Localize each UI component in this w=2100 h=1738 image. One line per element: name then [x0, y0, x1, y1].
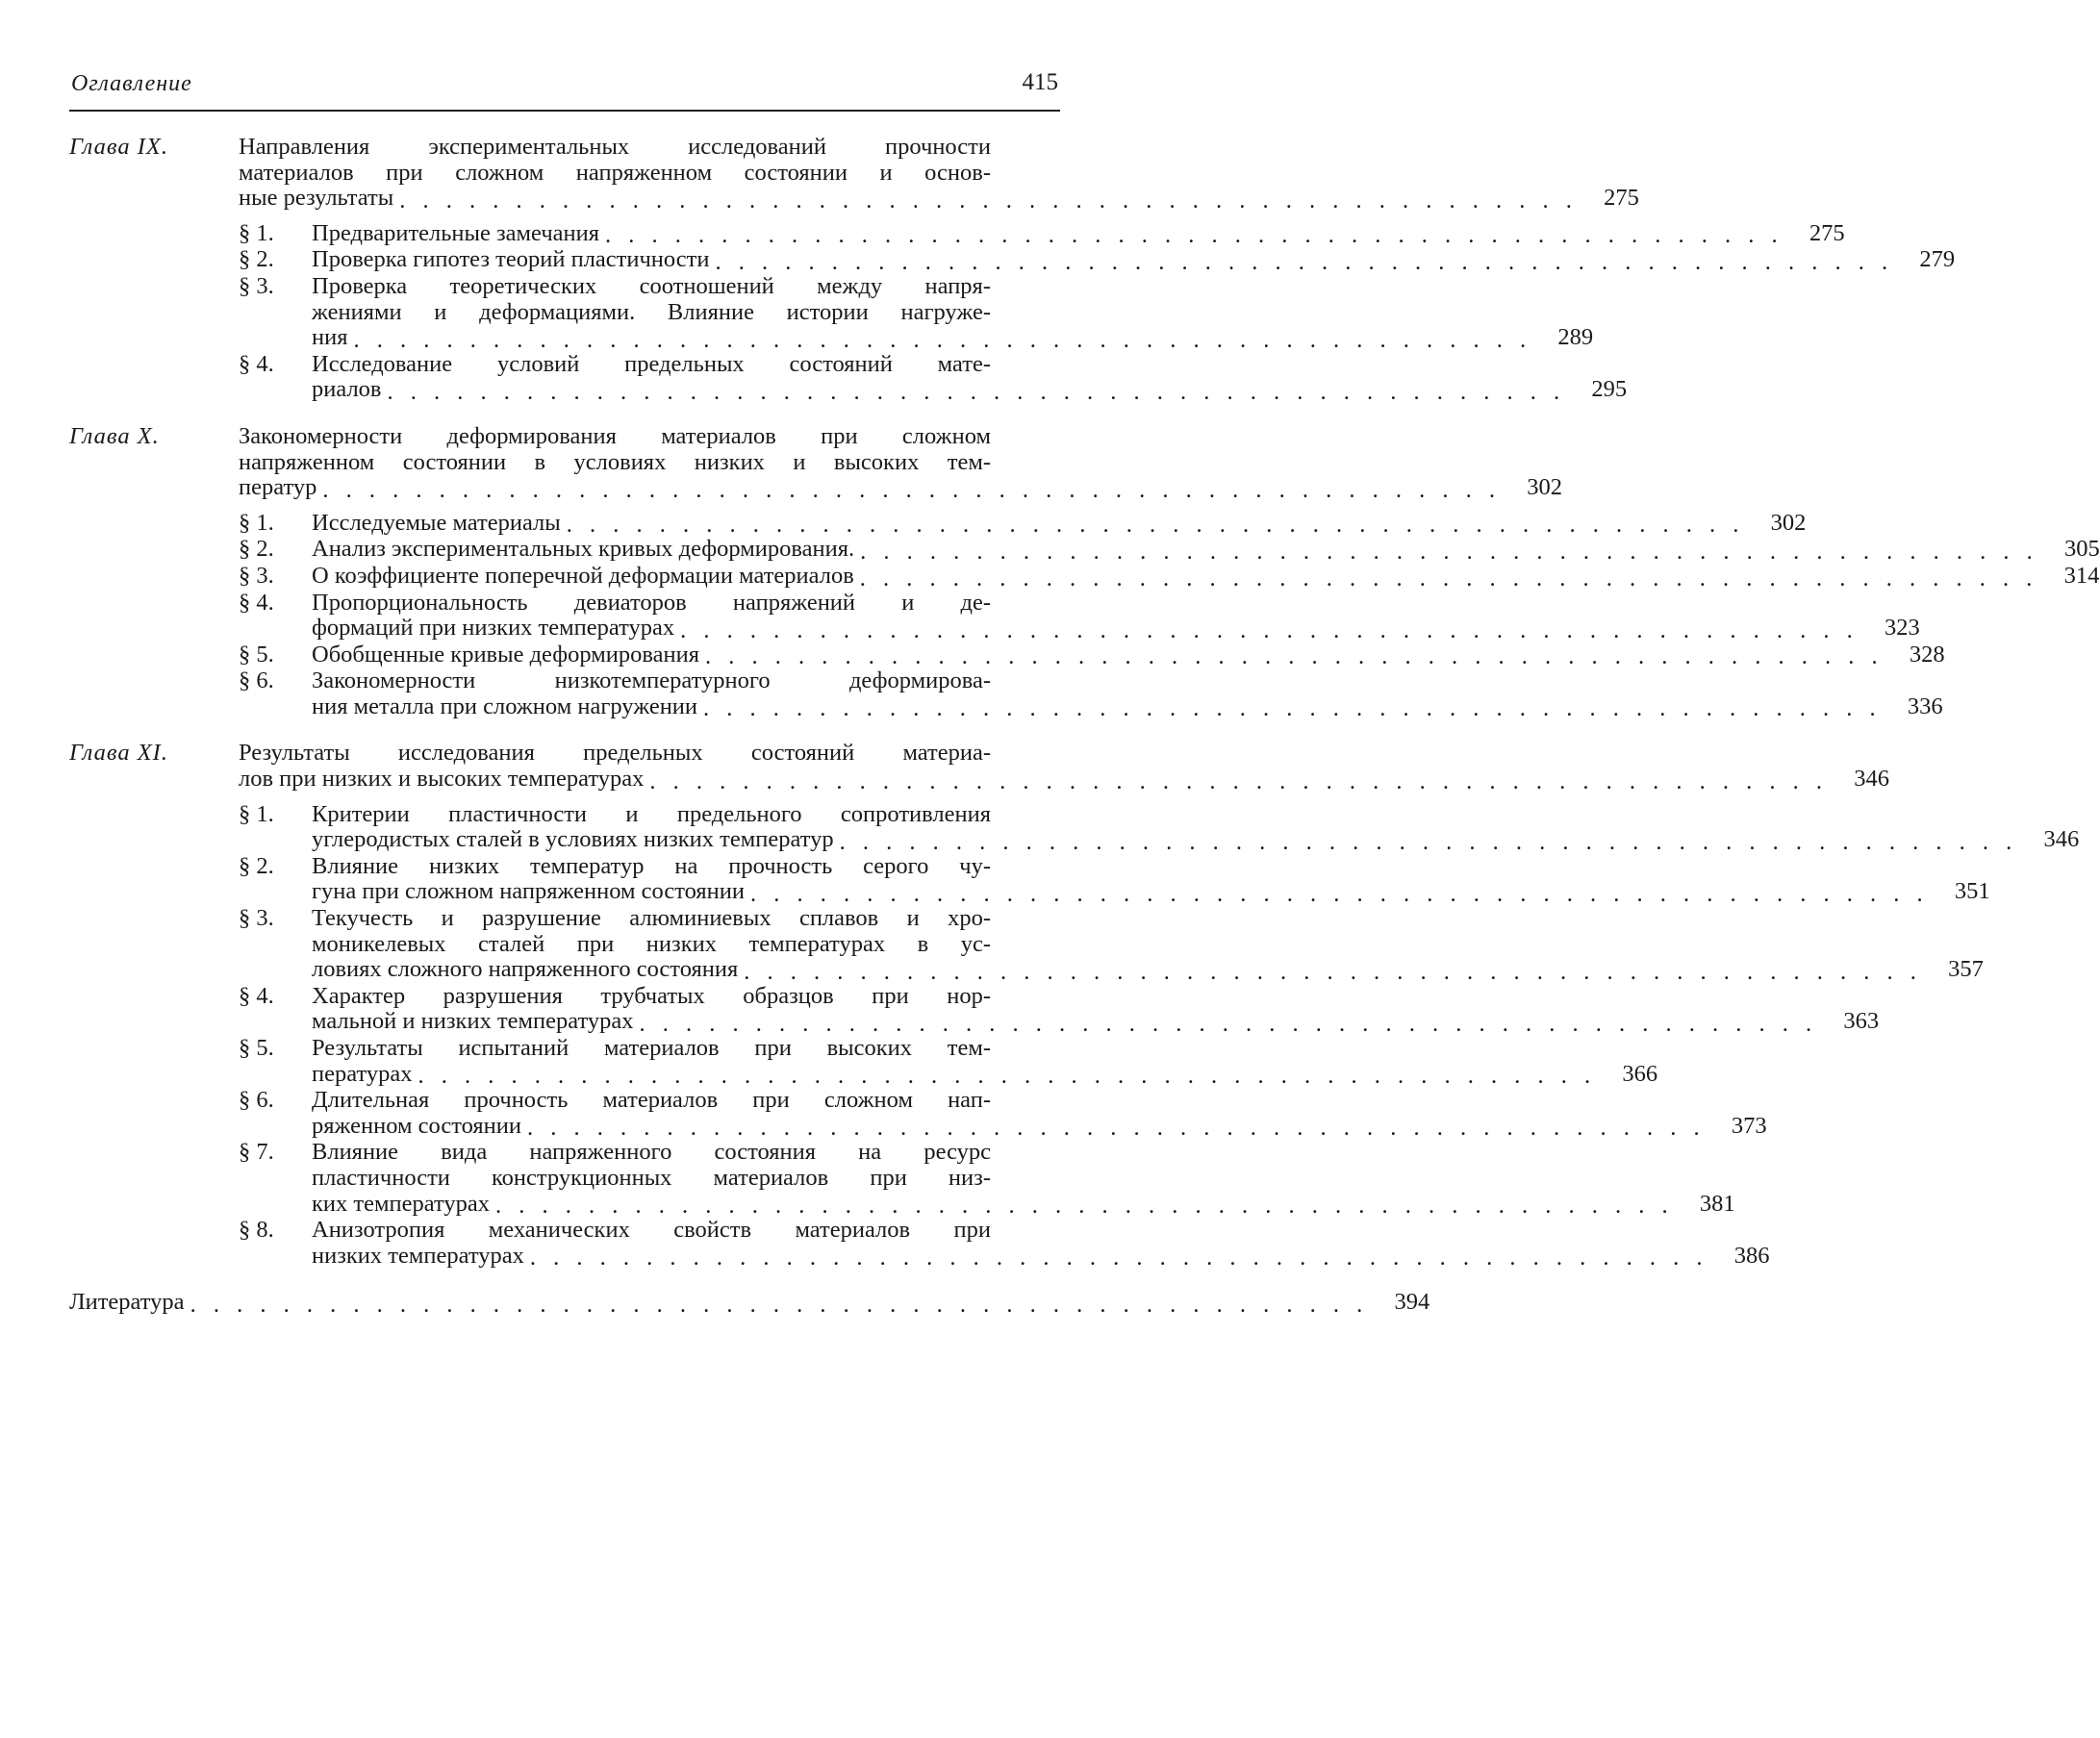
section-last-line [312, 641, 1945, 670]
section-page: 275 [1809, 219, 1845, 246]
section-entry [239, 905, 1984, 985]
section-title-line: Закономерности низкотемпературного деформирова- [312, 667, 991, 694]
page-header [69, 65, 1060, 112]
chapter-body [239, 422, 2100, 722]
section-title-line: Пропорциональность девиаторов напряжений и де- [312, 589, 991, 616]
chapter-title-last-line [239, 766, 1890, 794]
section-number: § 6. [239, 1087, 274, 1114]
section-last-line [312, 246, 1956, 275]
section-entry [239, 350, 1628, 405]
section-leader-dots: . . . . . . . . . . . . . . . . . . . . . . . . . . . . . . . . . . . . . . . . . . . . . . . . . . . [680, 617, 1859, 643]
section-entry [239, 641, 1945, 670]
section-title-line: Анизотропия механических свойств материалов при [312, 1217, 991, 1244]
chapter-title-leader-dots: . . . . . . . . . . . . . . . . . . . . . . . . . . . . . . . . . . . . . . . . . . . . . . . . . . . [399, 187, 1578, 214]
section-title-line: моникелевых сталей при низких температурах в ус- [312, 930, 991, 957]
section-title-line: Исследование условий предельных состояний мате- [312, 350, 991, 377]
chapter-title-line: материалов при сложном напряженном состоянии и основ- [239, 159, 991, 186]
section-text: ния металла при сложном нагружении [312, 693, 698, 719]
literature-leader-dots: . . . . . . . . . . . . . . . . . . . . . . . . . . . . . . . . . . . . . . . . . . . . . . . . . . . [190, 1291, 1369, 1318]
chapter-entry [69, 740, 2080, 1272]
section-leader-dots: . . . . . . . . . . . . . . . . . . . . . . . . . . . . . . . . . . . . . . . . . . . . . . . . . . . [860, 538, 2038, 565]
section-page: 314 [2063, 562, 2100, 589]
section-leader-dots: . . . . . . . . . . . . . . . . . . . . . . . . . . . . . . . . . . . . . . . . . . . . . . . . . . . [566, 512, 1745, 539]
chapter-title [239, 740, 1890, 794]
section-page: 336 [1907, 693, 1943, 719]
section-page: 351 [1954, 878, 1990, 905]
section-last-line [312, 509, 1807, 539]
section-last-line [312, 536, 2100, 565]
section-number: § 6. [239, 667, 274, 694]
section-last-line [312, 1190, 1735, 1220]
section-leader-dots: . . . . . . . . . . . . . . . . . . . . . . . . . . . . . . . . . . . . . . . . . . . . . . . . . . . [715, 248, 1894, 275]
section-text: углеродистых сталей в условиях низких температур [312, 826, 834, 853]
section-number: § 1. [239, 219, 274, 246]
section-last-line [312, 562, 2100, 592]
section-last-line [312, 1060, 1658, 1090]
section-number: § 5. [239, 641, 274, 667]
chapter-title-last-line [239, 185, 1639, 214]
section-entry [239, 509, 1807, 539]
chapter-title-last-line [239, 474, 1562, 503]
section-number: § 3. [239, 272, 274, 299]
section-last-line [312, 693, 1943, 722]
section-last-line [312, 1242, 1770, 1272]
section-leader-dots: . . . . . . . . . . . . . . . . . . . . . . . . . . . . . . . . . . . . . . . . . . . . . . . . . . . [417, 1063, 1597, 1090]
section-number: § 8. [239, 1217, 274, 1244]
section-title-line: Характер разрушения трубчатых образцов при нор- [312, 982, 991, 1009]
chapter-title [239, 422, 1562, 503]
section-title-line: Результаты испытаний материалов при высоких тем- [312, 1035, 991, 1061]
section-last-line [312, 1008, 1880, 1037]
chapter-entry [69, 134, 1956, 405]
chapter-label: Глава IX. [69, 134, 168, 160]
section-page: 381 [1699, 1190, 1735, 1217]
chapter-title-text: лов при низких и высоких температурах [239, 766, 645, 793]
section-entry [239, 800, 2080, 855]
section-last-line [312, 324, 1594, 353]
section-leader-dots: . . . . . . . . . . . . . . . . . . . . . . . . . . . . . . . . . . . . . . . . . . . . . . . . . . . [703, 695, 1882, 722]
section-number: § 7. [239, 1139, 274, 1166]
section-page: 386 [1733, 1242, 1770, 1269]
section-leader-dots: . . . . . . . . . . . . . . . . . . . . . . . . . . . . . . . . . . . . . . . . . . . . . . . . . . . [529, 1245, 1708, 1272]
section-last-line [312, 615, 1920, 643]
section-text: низких температурах [312, 1242, 524, 1269]
section-number: § 5. [239, 1035, 274, 1061]
section-last-line [312, 1112, 1767, 1142]
section-number: § 2. [239, 246, 274, 273]
section-leader-dots: . . . . . . . . . . . . . . . . . . . . . . . . . . . . . . . . . . . . . . . . . . . . . . . . . . . [494, 1193, 1674, 1220]
section-text: риалов [312, 376, 382, 403]
chapter-title-page: 275 [1604, 185, 1639, 212]
section-number: § 2. [239, 852, 274, 879]
chapter-body [239, 134, 1956, 405]
section-text: Обобщенные кривые деформирования [312, 641, 699, 667]
section-entry [239, 562, 2100, 592]
section-entry [239, 536, 2100, 565]
table-of-contents [69, 134, 2100, 1318]
literature-page: 394 [1394, 1289, 1430, 1316]
chapter-title [239, 134, 1639, 214]
section-number: § 2. [239, 536, 274, 563]
chapter-title-leader-dots: . . . . . . . . . . . . . . . . . . . . . . . . . . . . . . . . . . . . . . . . . . . . . . . . . . . [649, 768, 1829, 794]
section-text: мальной и низких температурах [312, 1008, 634, 1035]
section-entry [239, 246, 1956, 275]
section-title-line: Влияние низких температур на прочность серого чу- [312, 852, 991, 879]
section-number: § 4. [239, 350, 274, 377]
section-text: пературах [312, 1060, 413, 1087]
section-page: 346 [2043, 826, 2080, 853]
literature-entry [69, 1289, 1430, 1318]
section-leader-dots: . . . . . . . . . . . . . . . . . . . . . . . . . . . . . . . . . . . . . . . . . . . . . . . . . . . [749, 881, 1929, 908]
section-leader-dots: . . . . . . . . . . . . . . . . . . . . . . . . . . . . . . . . . . . . . . . . . . . . . . . . . . . [387, 378, 1566, 405]
chapter-title-text: ные результаты [239, 185, 394, 212]
section-title-line: Длительная прочность материалов при сложном нап- [312, 1087, 991, 1114]
running-title: Оглавление [71, 71, 192, 96]
section-text: О коэффициенте поперечной деформации материалов [312, 562, 854, 589]
section-page: 279 [1919, 246, 1956, 273]
section-entry [239, 1087, 1767, 1142]
section-number: § 3. [239, 905, 274, 932]
section-title-line: Влияние вида напряженного состояния на ресурс [312, 1139, 991, 1166]
section-page: 305 [2064, 536, 2100, 563]
section-leader-dots: . . . . . . . . . . . . . . . . . . . . . . . . . . . . . . . . . . . . . . . . . . . . . . . . . . . [639, 1011, 1818, 1037]
literature-label: Литература [69, 1289, 185, 1316]
section-text: формаций при низких температурах [312, 615, 675, 642]
section-title-line: Текучесть и разрушение алюминиевых сплавов и хро- [312, 905, 991, 932]
chapter-label: Глава X. [69, 422, 160, 449]
section-text: Анализ экспериментальных кривых деформирования. [312, 536, 855, 563]
section-page: 363 [1843, 1008, 1880, 1035]
page-number: 415 [1022, 69, 1058, 95]
chapter-title-line: Результаты исследования предельных состояний материа- [239, 740, 991, 767]
section-last-line [312, 878, 1990, 908]
section-entry [239, 982, 1880, 1037]
chapter-body [239, 740, 2080, 1272]
section-text: ния [312, 324, 348, 351]
chapter-title-text: ператур [239, 474, 317, 501]
section-page: 373 [1731, 1112, 1767, 1139]
section-entry [239, 219, 1845, 249]
section-page: 289 [1557, 324, 1594, 351]
section-text: Предварительные замечания [312, 219, 600, 246]
section-entry [239, 272, 1594, 353]
chapter-title-line: Направления экспериментальных исследований прочности [239, 134, 991, 160]
section-page: 302 [1770, 509, 1807, 536]
section-number: § 1. [239, 509, 274, 536]
section-text: Исследуемые материалы [312, 509, 561, 536]
section-text: гуна при сложном напряженном состоянии [312, 878, 745, 905]
section-leader-dots: . . . . . . . . . . . . . . . . . . . . . . . . . . . . . . . . . . . . . . . . . . . . . . . . . . . [704, 643, 1884, 670]
chapter-title-line: напряженном состоянии в условиях низких и высоких тем- [239, 448, 991, 475]
section-entry [239, 852, 1990, 908]
section-title-line: Проверка теоретических соотношений между напря- [312, 272, 991, 299]
section-entry [239, 667, 1943, 722]
section-page: 328 [1909, 641, 1945, 667]
section-last-line [312, 219, 1845, 249]
section-number: § 3. [239, 562, 274, 589]
section-page: 295 [1591, 376, 1628, 403]
section-number: § 4. [239, 589, 274, 616]
section-text: ких температурах [312, 1190, 490, 1217]
section-number: § 1. [239, 800, 274, 827]
section-text: Проверка гипотез теорий пластичности [312, 246, 710, 273]
section-entry [239, 589, 1920, 643]
section-title-line: жениями и деформациями. Влияние истории нагруже- [312, 298, 991, 325]
section-text: ряженном состоянии [312, 1112, 522, 1139]
section-leader-dots: . . . . . . . . . . . . . . . . . . . . . . . . . . . . . . . . . . . . . . . . . . . . . . . . . . . [744, 958, 1922, 985]
section-leader-dots: . . . . . . . . . . . . . . . . . . . . . . . . . . . . . . . . . . . . . . . . . . . . . . . . . . . [839, 828, 2018, 855]
chapter-title-line: Закономерности деформирования материалов при сложном [239, 422, 991, 449]
section-last-line [312, 826, 2080, 855]
chapter-label: Глава XI. [69, 740, 168, 767]
section-text: ловиях сложного напряженного состояния [312, 956, 739, 983]
chapter-entry [69, 422, 2100, 722]
section-leader-dots: . . . . . . . . . . . . . . . . . . . . . . . . . . . . . . . . . . . . . . . . . . . . . . . . . . . [527, 1115, 1706, 1142]
chapter-title-page: 346 [1854, 766, 1890, 793]
section-leader-dots: . . . . . . . . . . . . . . . . . . . . . . . . . . . . . . . . . . . . . . . . . . . . . . . . . . . [859, 565, 2038, 592]
section-page: 323 [1885, 615, 1920, 642]
section-entry [239, 1217, 1770, 1272]
chapter-title-leader-dots: . . . . . . . . . . . . . . . . . . . . . . . . . . . . . . . . . . . . . . . . . . . . . . . . . . . [322, 476, 1501, 503]
section-last-line [312, 956, 1984, 985]
section-entry [239, 1035, 1658, 1090]
section-title-line: Критерии пластичности и предельного сопротивления [312, 800, 991, 827]
chapter-title-page: 302 [1527, 474, 1562, 501]
section-entry [239, 1139, 1735, 1220]
section-title-line: пластичности конструкционных материалов при низ- [312, 1164, 991, 1191]
section-number: § 4. [239, 982, 274, 1009]
section-leader-dots: . . . . . . . . . . . . . . . . . . . . . . . . . . . . . . . . . . . . . . . . . . . . . . . . . . . [605, 222, 1784, 249]
section-last-line [312, 376, 1628, 405]
section-page: 357 [1948, 956, 1984, 983]
section-page: 366 [1622, 1060, 1658, 1087]
section-leader-dots: . . . . . . . . . . . . . . . . . . . . . . . . . . . . . . . . . . . . . . . . . . . . . . . . . . . [353, 326, 1532, 353]
